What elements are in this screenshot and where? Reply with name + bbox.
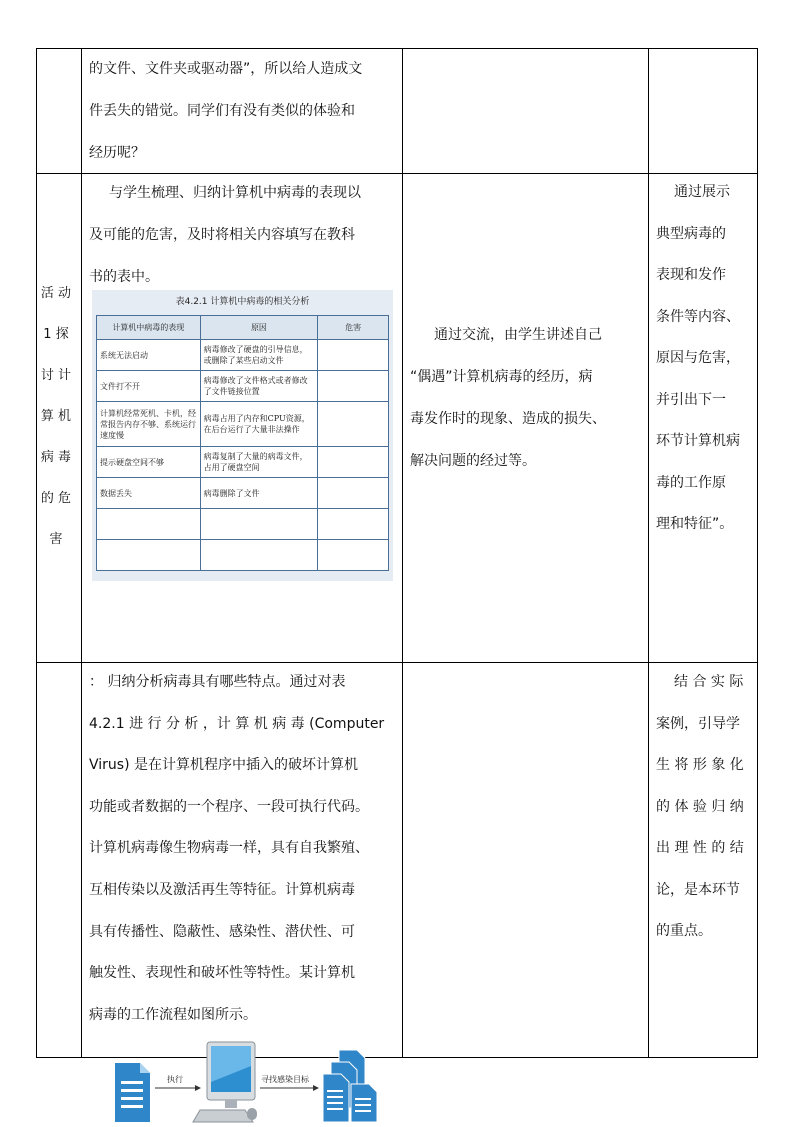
col-border-0 [36,48,37,1058]
text-line: 条件等内容、 [656,308,740,325]
activity-label-line: 害 [49,532,63,547]
activity-label-line: 活 动 [40,286,72,301]
table-row [97,509,389,540]
text-line: 的文件、文件夹或驱动器”，所以给人造成文 [89,61,363,77]
computer-icon [193,1042,257,1122]
text-line: 理和特征”。 [656,516,734,532]
activity-label-line: 1 探 [43,327,69,342]
text-line: 具有传播性、隐蔽性、感染性、潜伏性、可 [89,923,355,940]
text-line: 毒的工作原 [656,474,726,491]
text-line: 解决问题的经过等。 [410,453,536,469]
table-header: 原因 [200,316,318,340]
virus-analysis-table [96,315,389,571]
text-line: 毒发作时的现象、造成的损失、 [410,411,606,427]
features-col4-text [656,662,756,953]
table-caption: 表4.2.1 计算机中病毒的相关分析 [175,297,310,307]
col-border-4 [757,48,758,1058]
table-cell: 提示硬盘空间不够 [97,447,201,478]
col-border-3 [648,48,649,1058]
table-row [97,371,389,402]
activity-label-line: 讨 计 [40,368,72,383]
text-line: 与学生梳理、归纳计算机中病毒的表现以 [109,185,361,201]
text-line: 的 体 验 归 纳 [656,798,744,815]
table-cell: 病毒删除了文件 [200,478,318,509]
step1-label: 执行 [167,1075,183,1084]
text-line: 案例，引导学 [656,715,740,732]
activity-label-line: 病 毒 [40,450,72,465]
text-line: “偶遇”计算机病毒的经历，病 [410,369,593,385]
table-row [97,540,389,571]
text-line: 并引出下一 [656,391,726,408]
workflow-svg [95,1036,395,1123]
text-line: 书的表中。 [89,269,159,285]
activity-label [38,273,74,560]
text-line: 典型病毒的 [656,225,726,242]
text-line: 4.2.1 进 行 分 析 ，计 算 机 病 毒 (Computer [89,715,385,732]
table-cell [318,478,389,509]
activity-col2-text [89,172,401,298]
text-line: 触发性、表现性和破坏性等特性。某计算机 [89,965,355,982]
activity-label-line: 算 机 [40,409,72,424]
col-border-2 [402,48,403,1058]
text-line: 环节计算机病 [656,433,740,449]
text-line: Virus) 是在计算机程序中插入的破坏计算机 [89,757,358,774]
table-cell [97,540,201,571]
document-icon [115,1063,150,1122]
activity-col4-text [656,172,756,546]
text-line: 计算机病毒像生物病毒一样，具有自我繁殖、 [89,840,369,857]
text-line: 病毒的工作流程如图所示。 [89,1006,257,1023]
table-cell [318,371,389,402]
table-row [97,402,389,447]
text-line: 生 将 形 象 化 [656,757,744,773]
col-border-1 [81,48,82,1058]
text-line: 件丢失的错觉。同学们有没有类似的体验和 [89,103,355,119]
table-cell [318,509,389,540]
table-cell: 病毒修改了硬盘的引导信息，或删除了某些启动文件 [200,340,318,371]
table-cell: 病毒复制了大量的病毒文件，占用了硬盘空间 [200,447,318,478]
table-cell: 系统无法启动 [97,340,201,371]
text-line: ： 归纳分析病毒具有哪些特点。通过对表 [89,674,346,690]
text-line: 互相传染以及激活再生等特征。计算机病毒 [89,881,355,898]
table-row [97,478,389,509]
table-cell [200,509,318,540]
text-line: 功能或者数据的一个程序、一段可执行代码。 [89,798,369,815]
table-cell [318,340,389,371]
table-cell [318,540,389,571]
virus-workflow-figure [95,1036,395,1123]
table-row [97,447,389,478]
table-cell [97,509,201,540]
table-cell: 数据丢失 [97,478,201,509]
step2-label: 寻找感染目标 [261,1075,309,1084]
text-line: 出 理 性 的 结 [656,840,744,856]
table-cell [318,447,389,478]
text-line: 通过展示 [674,184,730,200]
text-line: 原因与危害， [656,350,740,366]
textbook-table-image [92,290,393,581]
stacked-documents-icon [323,1050,377,1122]
row-top-col2-text [89,48,399,174]
text-line: 结 合 实 际 [674,674,744,690]
table-cell: 病毒修改了文件格式或者修改了文件链接位置 [200,371,318,402]
text-line: 及可能的危害，及时将相关内容填写在教科 [89,227,355,243]
table-cell: 文件打不开 [97,371,201,402]
table-cell [318,402,389,447]
table-cell: 计算机经常死机、卡机，经常报告内存不够、系统运行速度慢 [97,402,201,447]
text-line: 表现和发作 [656,267,726,283]
table-header-row [97,316,389,340]
text-line: 通过交流，由学生讲述自己 [434,327,602,343]
arrow-head [195,1085,201,1091]
activity-label-line: 的 危 [40,491,72,506]
table-header: 危害 [318,316,389,340]
features-col2-text [89,662,401,1036]
activity-col3-text [410,314,646,482]
text-line: 经历呢？ [89,145,145,161]
table-cell: 病毒占用了内存和CPU资源，在后台运行了大量非法操作 [200,402,318,447]
arrow-head [313,1085,319,1091]
table-header: 计算机中病毒的表现 [97,316,201,340]
text-line: 的重点。 [656,923,712,939]
table-row [97,340,389,371]
table-cell [200,540,318,571]
text-line: 论，是本环节 [656,881,740,898]
